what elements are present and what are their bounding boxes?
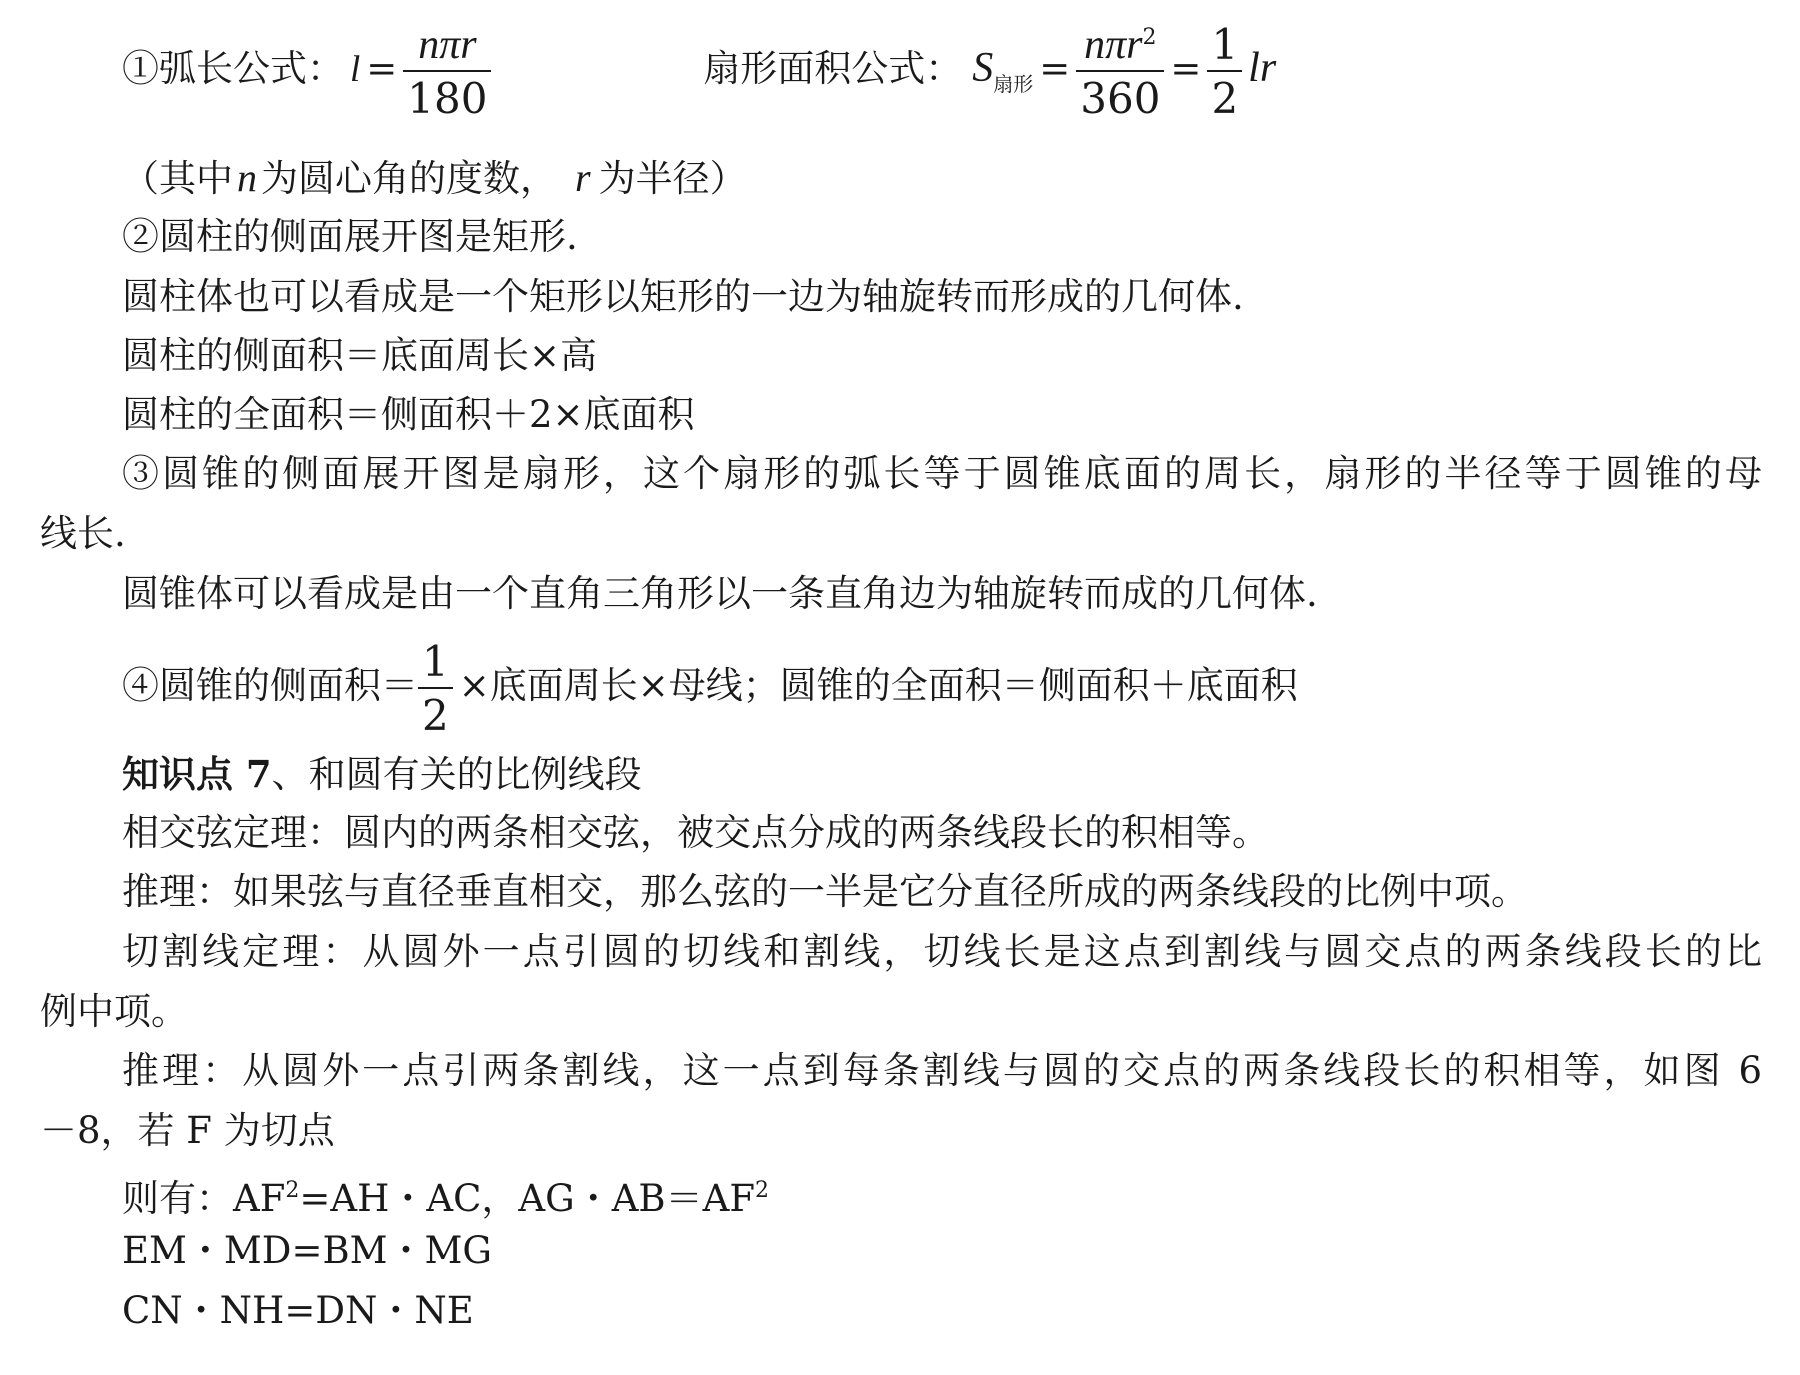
intersecting-chords-theorem: 相交弦定理：圆内的两条相交弦，被交点分成的两条线段长的积相等。 bbox=[122, 811, 1269, 854]
heading-rest-part: 、和圆有关的比例线段 bbox=[271, 753, 642, 796]
sector-area-fraction bbox=[1076, 22, 1164, 123]
cone-rotation-line: 圆锥体可以看成是由一个直角三角形以一条直角边为轴旋转而成的几何体. bbox=[122, 572, 1318, 615]
sector-subscript: 扇形 bbox=[993, 72, 1034, 96]
cone-half-denominator: 2 bbox=[418, 687, 453, 737]
cylinder-rotation-line: 圆柱体也可以看成是一个矩形以矩形的一边为轴旋转而形成的几何体. bbox=[122, 275, 1244, 318]
cone-area-line bbox=[122, 636, 1762, 740]
af-exponent-2: 2 bbox=[755, 1178, 770, 1203]
af-relation-line bbox=[122, 1165, 1762, 1220]
note-text-2: 为圆心角的度数， bbox=[261, 157, 557, 200]
cylinder-net-line: ②圆柱的侧面展开图是矩形. bbox=[122, 215, 578, 258]
cone-area-text-1: ④圆锥的侧面积＝ bbox=[122, 664, 418, 707]
sector-denominator: 360 bbox=[1076, 70, 1164, 120]
arc-denominator: 180 bbox=[403, 70, 491, 120]
cone-net-line: ③圆锥的侧面展开图是扇形，这个扇形的弧长等于圆锥底面的周长，扇形的半径等于圆锥的母 bbox=[122, 452, 1762, 495]
sector-area-var: S bbox=[972, 45, 994, 91]
note-var-n: n bbox=[237, 155, 257, 200]
half-numerator: 1 bbox=[1211, 19, 1239, 69]
cylinder-total-area-line: 圆柱的全面积＝侧面积＋2×底面积 bbox=[122, 393, 695, 436]
cn-nh-relation-line: CN・NH=DN・NE bbox=[122, 1289, 474, 1332]
sector-area-label: 扇形面积公式： bbox=[703, 47, 963, 90]
arc-sector-formula-line bbox=[122, 19, 1762, 123]
chord-diameter-corollary: 推理：如果弦与直径垂直相交，那么弦的一半是它分直径所成的两条线段的比例中项。 bbox=[122, 870, 1528, 913]
tangent-secant-theorem: 切割线定理：从圆外一点引圆的切线和割线，切线长是这点到割线与圆交点的两条线段长的比 bbox=[122, 930, 1762, 973]
sector-equals-2: = bbox=[1170, 47, 1202, 90]
sector-equals-1: = bbox=[1039, 47, 1071, 90]
note-var-r: r bbox=[575, 155, 591, 200]
sector-tail: lr bbox=[1248, 45, 1277, 91]
note-line bbox=[122, 152, 1762, 204]
cylinder-lateral-area-line: 圆柱的侧面积＝底面周长×高 bbox=[122, 334, 598, 377]
em-md-relation-line: EM・MD=BM・MG bbox=[122, 1229, 492, 1272]
section-heading bbox=[122, 748, 1762, 800]
arc-numerator: nπr bbox=[418, 21, 477, 68]
sector-numerator-exponent: 2 bbox=[1142, 25, 1157, 50]
secant-secant-corollary-cont: －8，若 F 为切点 bbox=[40, 1109, 335, 1152]
af-text-2: =AH・AC，AG・AB＝AF bbox=[299, 1177, 756, 1220]
cone-half-fraction bbox=[418, 636, 453, 740]
af-text-1: 则有：AF bbox=[122, 1177, 286, 1220]
af-exponent-1: 2 bbox=[285, 1178, 300, 1203]
sector-numerator: nπr bbox=[1084, 22, 1143, 68]
arc-length-var: l bbox=[350, 49, 361, 90]
half-denominator: 2 bbox=[1207, 70, 1242, 120]
secant-secant-corollary: 推理：从圆外一点引两条割线，这一点到每条割线与圆的交点的两条线段长的积相等，如图 6 bbox=[122, 1049, 1762, 1092]
cone-area-text-2: ×底面周长×母线；圆锥的全面积＝侧面积＋底面积 bbox=[458, 664, 1298, 707]
arc-length-fraction bbox=[403, 21, 491, 123]
arc-equals: = bbox=[366, 47, 398, 90]
half-fraction bbox=[1207, 19, 1242, 123]
note-text-3: 为半径） bbox=[598, 157, 747, 200]
heading-bold-part: 知识点 7 bbox=[122, 752, 272, 796]
cone-net-line-cont: 线长. bbox=[40, 512, 126, 555]
note-text-1: （其中 bbox=[122, 157, 233, 200]
tangent-secant-theorem-cont: 例中项。 bbox=[40, 990, 188, 1033]
arc-length-label: ①弧长公式： bbox=[122, 47, 344, 90]
cone-half-numerator: 1 bbox=[422, 636, 449, 686]
